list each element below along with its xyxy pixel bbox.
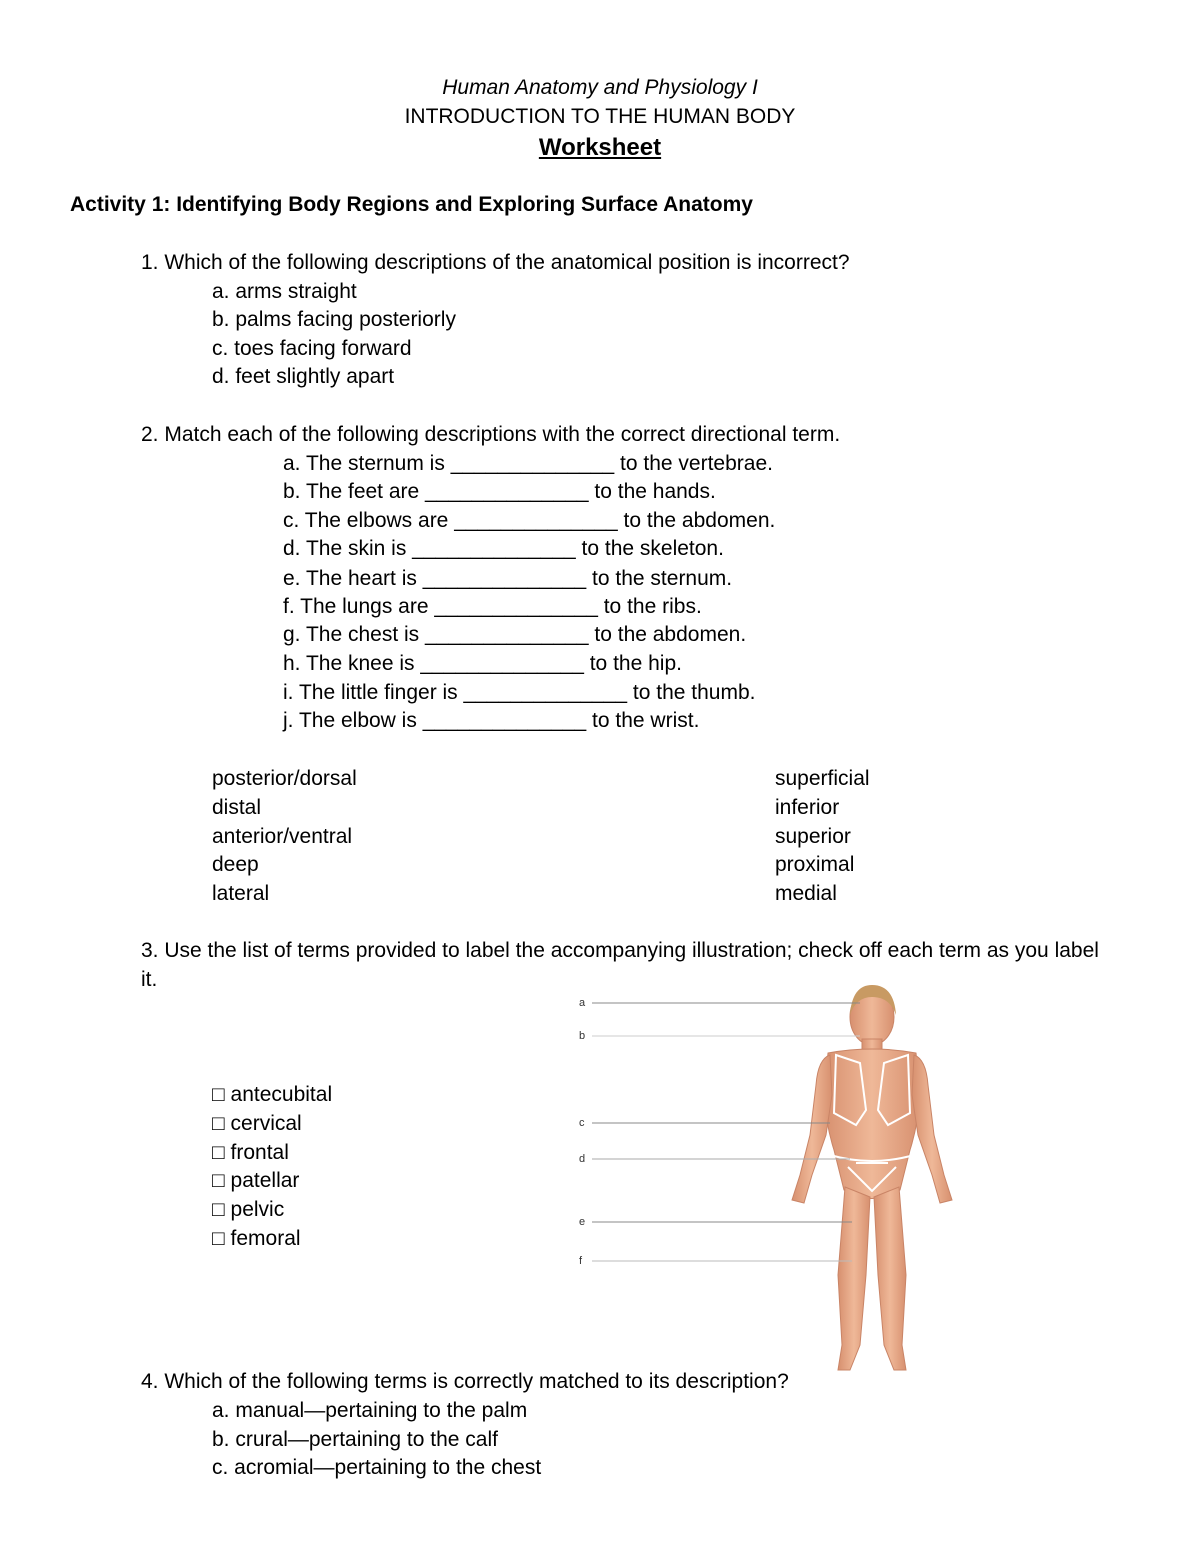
q2-item	[283, 621, 746, 649]
anatomy-figure	[560, 975, 970, 1380]
q1-option-d: d. feet slightly apart	[212, 365, 395, 388]
checklist-term: cervical	[230, 1112, 302, 1135]
q2-item-text: g. The chest is	[283, 623, 426, 646]
term-right: inferior	[775, 796, 840, 819]
q2-item-text: to the thumb.	[627, 681, 756, 704]
checklist-item[interactable]	[212, 1081, 332, 1109]
term-right: proximal	[775, 853, 855, 876]
worksheet-heading: Worksheet	[538, 134, 662, 161]
q2-item-text: to the abdomen.	[588, 623, 747, 646]
q2-item	[283, 535, 724, 563]
q2-item-text: a. The sternum is	[283, 452, 451, 475]
q4-option-c: c. acromial—pertaining to the chest	[212, 1456, 542, 1479]
checklist-item[interactable]	[212, 1139, 289, 1167]
question-1: 1. Which of the following descriptions of the anatomical position is incorrect?	[141, 251, 850, 274]
q2-item-text: b. The feet are	[283, 480, 426, 503]
answer-blank[interactable]: ______________	[454, 509, 618, 532]
human-figure	[792, 989, 952, 1370]
figure-label-d: d	[579, 1153, 586, 1165]
checklist-term: pelvic	[230, 1198, 285, 1221]
q1-option-a: a. arms straight	[212, 280, 357, 303]
q2-item	[283, 565, 732, 593]
checklist-term: frontal	[230, 1141, 289, 1164]
checklist-item[interactable]	[212, 1225, 301, 1253]
q2-item	[283, 450, 773, 478]
q2-item-text: c. The elbows are	[283, 509, 455, 532]
question-4: 4. Which of the following terms is correctly matched to its description?	[141, 1370, 789, 1393]
q2-item	[283, 707, 699, 735]
figure-label-e: e	[579, 1216, 586, 1228]
q2-item	[283, 650, 682, 678]
term-right: medial	[775, 882, 837, 905]
q2-item-text: to the hands.	[588, 480, 716, 503]
q2-item-text: to the abdomen.	[617, 509, 776, 532]
q4-option-b: b. crural—pertaining to the calf	[212, 1428, 498, 1451]
figure-label-b: b	[579, 1030, 586, 1042]
answer-blank[interactable]: ______________	[425, 480, 589, 503]
question-3: 3. Use the list of terms provided to label the accompanying illustration; check off each term as you label	[141, 939, 1099, 962]
q2-item-text: to the vertebrae.	[614, 452, 773, 475]
q2-item-text: f. The lungs are	[283, 595, 435, 618]
q2-item-text: to the ribs.	[597, 595, 702, 618]
term-left: posterior/dorsal	[212, 767, 357, 790]
checkbox-icon[interactable]: □	[212, 1198, 225, 1221]
checkbox-icon[interactable]: □	[212, 1169, 225, 1192]
answer-blank[interactable]: ______________	[450, 452, 615, 475]
q2-item	[283, 679, 755, 707]
checkbox-icon[interactable]: □	[212, 1227, 225, 1250]
course-title: Human Anatomy and Physiology I	[442, 76, 758, 99]
activity-heading: Activity 1: Identifying Body Regions and Exploring Surface Anatomy	[70, 193, 753, 216]
checklist-term: patellar	[230, 1169, 300, 1192]
q2-item-text: j. The elbow is	[283, 709, 423, 732]
checkbox-icon[interactable]: □	[212, 1083, 225, 1106]
figure-label-a: a	[579, 997, 586, 1009]
checklist-term: femoral	[230, 1227, 301, 1250]
answer-blank[interactable]: ______________	[422, 709, 587, 732]
checklist-item[interactable]	[212, 1196, 284, 1224]
answer-blank[interactable]: ______________	[463, 681, 628, 704]
q2-item-text: i. The little finger is	[283, 681, 464, 704]
checklist-item[interactable]	[212, 1110, 302, 1138]
q4-option-a: a. manual—pertaining to the palm	[212, 1399, 528, 1422]
answer-blank[interactable]: ______________	[425, 623, 589, 646]
q2-item-text: to the hip.	[583, 652, 682, 675]
answer-blank[interactable]: ______________	[412, 537, 576, 560]
figure-label-f: f	[579, 1255, 583, 1267]
q2-item	[283, 478, 716, 506]
term-left: deep	[212, 853, 259, 876]
q2-item-text: h. The knee is	[283, 652, 421, 675]
term-left: distal	[212, 796, 262, 819]
q2-item-text: d. The skin is	[283, 537, 413, 560]
q2-item-text: to the sternum.	[586, 567, 733, 590]
q1-option-b: b. palms facing posteriorly	[212, 308, 456, 331]
checkbox-icon[interactable]: □	[212, 1112, 225, 1135]
answer-blank[interactable]: ______________	[434, 595, 598, 618]
q2-item	[283, 593, 702, 621]
question-3-continued: it.	[141, 968, 158, 991]
term-left: anterior/ventral	[212, 825, 353, 848]
q2-item	[283, 507, 775, 535]
term-right: superficial	[775, 767, 870, 790]
q2-item-text: to the wrist.	[586, 709, 700, 732]
figure-label-c: c	[579, 1117, 585, 1129]
answer-blank[interactable]: ______________	[422, 567, 587, 590]
checkbox-icon[interactable]: □	[212, 1141, 225, 1164]
answer-blank[interactable]: ______________	[420, 652, 584, 675]
term-left: lateral	[212, 882, 270, 905]
body-illustration	[560, 975, 970, 1380]
q1-option-c: c. toes facing forward	[212, 337, 412, 360]
q2-item-text: e. The heart is	[283, 567, 423, 590]
checklist-term: antecubital	[230, 1083, 333, 1106]
document-title: INTRODUCTION TO THE HUMAN BODY	[404, 105, 796, 128]
term-right: superior	[775, 825, 851, 848]
question-2: 2. Match each of the following descriptions with the correct directional term.	[141, 423, 841, 446]
q2-item-text: to the skeleton.	[575, 537, 724, 560]
checklist-item[interactable]	[212, 1167, 299, 1195]
